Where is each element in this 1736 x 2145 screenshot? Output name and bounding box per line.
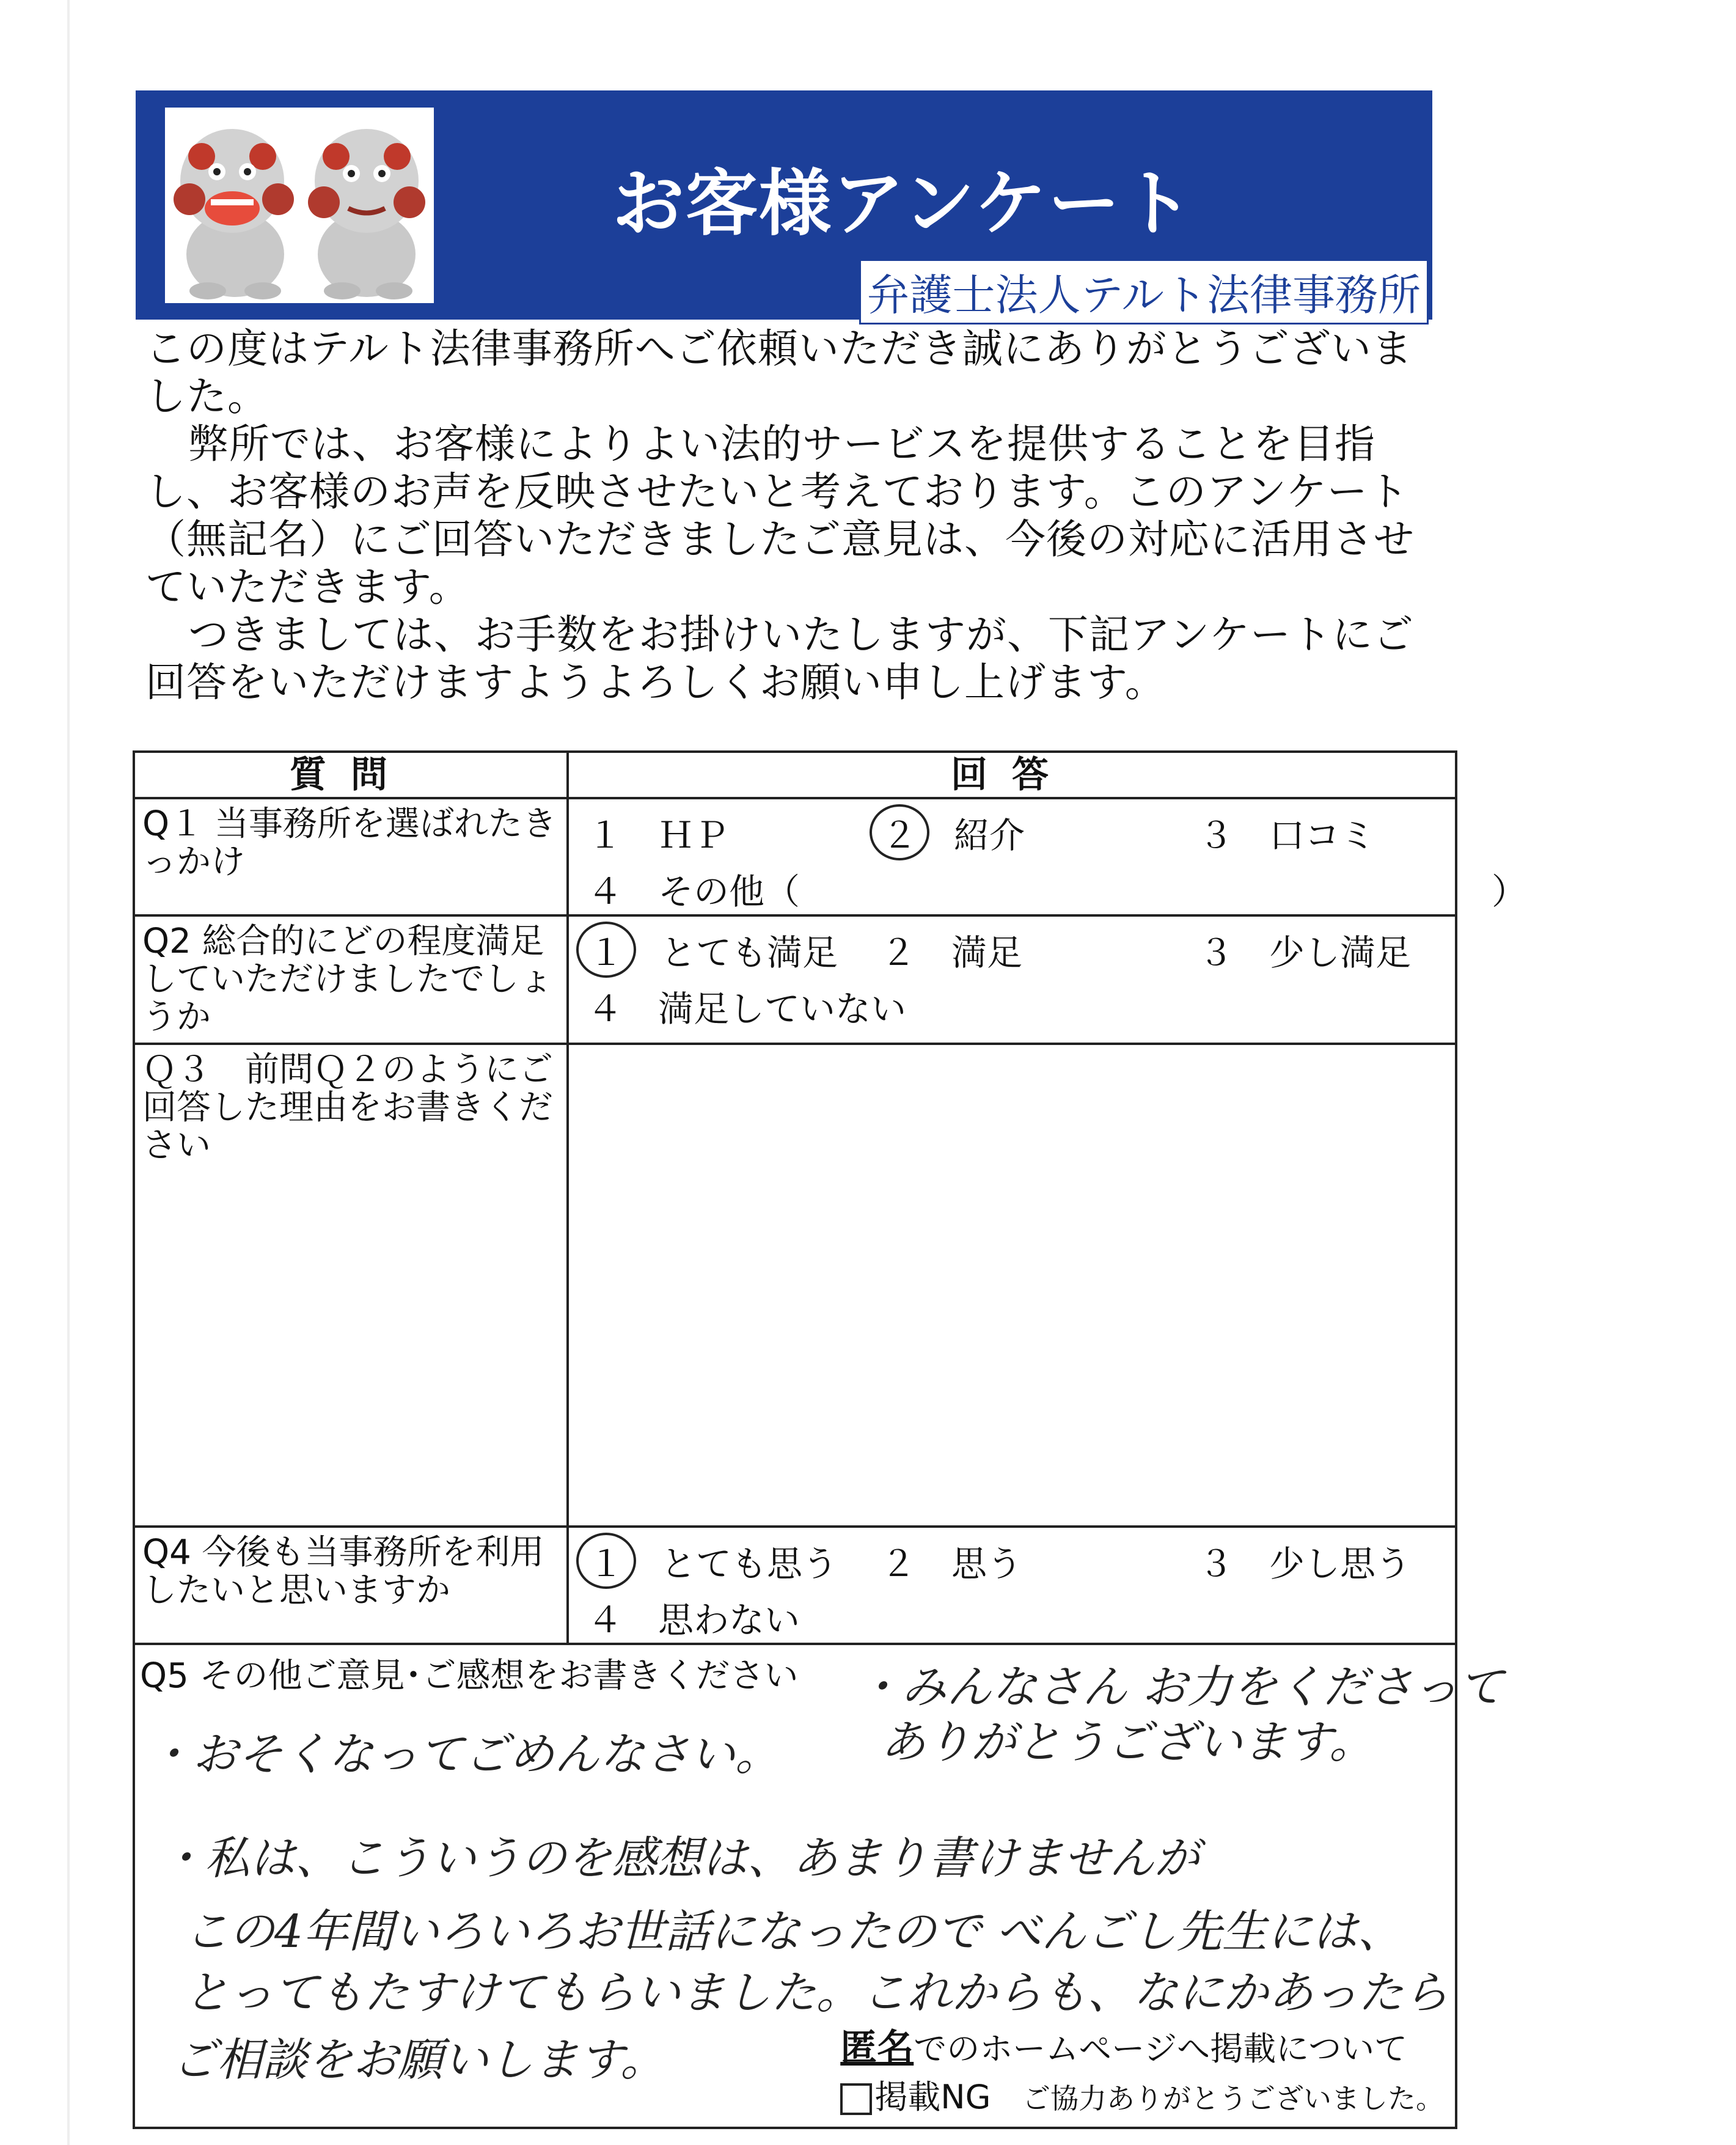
q3-label: Ｑ３ 前問Ｑ２のようにご回答した理由をお書きください xyxy=(134,1044,568,1527)
q3-answer-area[interactable] xyxy=(568,1044,1456,1527)
handwritten-line: ご相談をお願いします。 xyxy=(172,2034,666,2086)
header-banner xyxy=(136,90,1432,320)
q1-option-referral[interactable]: ２ 紹介 xyxy=(881,807,1198,858)
intro-paragraph: つきましては、お手数をお掛けいたしますが、下記アンケートにご回答をいただけますようよろしくお願い申し上げます。 xyxy=(145,611,1415,706)
publish-ng-checkbox[interactable] xyxy=(840,2083,872,2115)
q5-comment-area[interactable] xyxy=(134,1644,1504,2128)
publish-notice xyxy=(840,2019,1444,2118)
handwritten-line: ・おそくなってごめんなさい。 xyxy=(147,1728,780,1781)
q2-option-very-satisfied[interactable]: １ とても満足 xyxy=(587,924,881,975)
selected-circle: ２ xyxy=(870,804,929,860)
q1-option-hp[interactable]: １ ＨＰ xyxy=(587,815,730,856)
handwritten-line: とってもたすけてもらいました。これからも、なにかあったら xyxy=(184,1967,1449,2019)
q2-label: Q2 総合的にどの程度満足していただけましたでしょうか xyxy=(134,915,568,1044)
header-answer: 回答 xyxy=(568,752,1456,798)
handwritten-line: この4年間いろいろお世話になったので べんごし先生には、 xyxy=(184,1905,1403,1958)
selected-circle: １ xyxy=(576,922,636,978)
q2-option-satisfied[interactable]: ２ 満足 xyxy=(881,932,1023,974)
publish-ng-label: 掲載NG xyxy=(874,2078,991,2116)
q1-label: Q１ 当事務所を選ばれたきっかけ xyxy=(134,798,568,915)
q4-option-yes[interactable]: ２ 思う xyxy=(881,1543,1023,1585)
thanks-text: ご協力ありがとうございました。 xyxy=(1022,2082,1444,2115)
handwritten-line: ・私は、こういうのを感想は、あまり書けませんが xyxy=(159,1832,1199,1885)
q4-label: Q4 今後も当事務所を利用したいと思いますか xyxy=(134,1527,568,1644)
intro-paragraph: この度はテルト法律事務所へご依頼いただき誠にありがとうございました。 xyxy=(145,325,1413,420)
survey-table xyxy=(133,750,1528,2129)
anonymous-keyword: 匿名 xyxy=(840,2026,914,2069)
handwritten-line: ありがとうございます。 xyxy=(881,1716,1375,1769)
q4-option-no[interactable]: ４ 思わない xyxy=(587,1599,800,1641)
q2-option-somewhat-satisfied[interactable]: ３ 少し満足 xyxy=(1198,932,1412,974)
survey-title: お客様アンケート xyxy=(612,161,1195,246)
q1-option-other-close: ） xyxy=(1492,871,1528,912)
handwritten-line: ・みんなさん お力をくださって xyxy=(856,1661,1504,1714)
q5-label: Q5 その他ご意見･ご感想をお書きください xyxy=(140,1656,799,1696)
header-question: 質問 xyxy=(134,752,568,798)
intro-paragraph: 弊所では、お客様によりよい法的サービスを提供することを目指し、お客様のお声を反映させたいと考えております。このアンケート（無記名）にご回答いただきましたご意見は、今後の対応に活用させていただきます。 xyxy=(145,420,1415,610)
intro-text xyxy=(145,325,1435,706)
q4-option-somewhat[interactable]: ３ 少し思う xyxy=(1198,1543,1412,1585)
q1-option-other[interactable]: ４ その他（ xyxy=(587,871,800,912)
selected-circle: １ xyxy=(576,1533,636,1589)
publish-notice-text: でのホームページへ掲載について xyxy=(914,2030,1408,2068)
q2-option-not-satisfied[interactable]: ４ 満足していない xyxy=(587,988,907,1030)
scan-margin-line xyxy=(67,0,70,2145)
q1-option-word-of-mouth[interactable]: ３ 口コミ xyxy=(1198,815,1376,856)
q4-option-definitely[interactable]: １ とても思う xyxy=(587,1535,881,1586)
q4-answer xyxy=(568,1527,1456,1644)
q1-answer xyxy=(568,798,1528,915)
shisa-illustration xyxy=(165,108,434,303)
firm-name: 弁護士法人テルト法律事務所 xyxy=(859,259,1429,324)
shisa-pair-icon xyxy=(165,108,434,303)
q2-answer xyxy=(568,915,1456,1044)
